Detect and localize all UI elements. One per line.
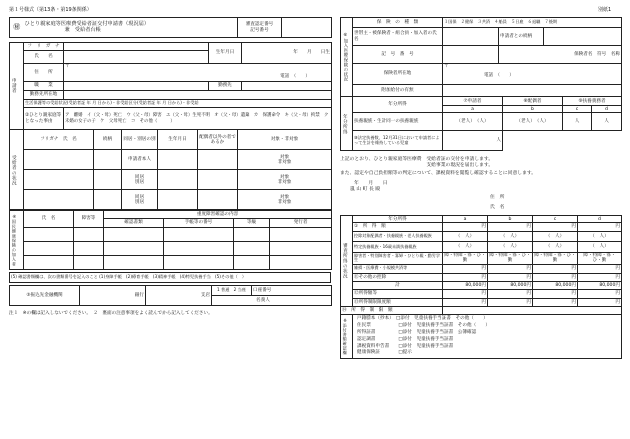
zip-mark: 〒 — [65, 64, 70, 69]
rev-subtotal: 計 — [353, 281, 443, 289]
attachment-tag: 別紙1 — [598, 7, 612, 13]
relation-field[interactable] — [544, 28, 622, 46]
kid-row-3-name[interactable] — [24, 190, 94, 210]
dep-a[interactable]: （老人） （人） — [443, 113, 503, 131]
col-grade: 等級 — [234, 218, 270, 227]
name-label: 氏 名 — [24, 51, 64, 64]
disability-header: 重度障害確認の内容 — [104, 210, 332, 218]
doc-item-5[interactable]: 課税資料申告書 □添付 児童扶養手当証書 — [357, 343, 454, 349]
section-applicant-label: 申請者 — [11, 78, 17, 94]
name-field[interactable] — [64, 51, 209, 64]
bank-label: ⑤振込先金融機関 — [10, 285, 80, 305]
bank-table — [9, 285, 332, 306]
docs-section-label: ※添付書類確認欄 — [342, 318, 348, 356]
dep-c[interactable]: 人 — [563, 113, 592, 131]
address-label: 住 所 — [24, 64, 64, 82]
doc-item-2[interactable]: 住民票 □添付 児童扶養手当証書 その他（ ） — [357, 323, 490, 329]
declaration-3: また、認定や自己負担額等の判定について、課税資料を閲覧し確認することに同意します。 — [340, 171, 537, 177]
rev-b: b — [488, 216, 533, 223]
rev-disabled: 障害者・特別障害者・寡婦・ひとり親・勤労学生 — [353, 252, 443, 265]
income-year-label: 年分所得 — [353, 97, 443, 113]
col-spouse2: ⑧配偶者 — [503, 97, 563, 106]
col-book-no: 手帳等の番号 — [164, 218, 234, 227]
col-kid-name: フリガナ 氏 名 — [24, 130, 94, 150]
phone-paren: （ ） — [293, 74, 310, 80]
kids-count[interactable]: 人 — [443, 131, 503, 151]
cohabit-2: 同居 — [134, 174, 145, 180]
address-field[interactable] — [64, 64, 332, 82]
col-ins-name: 氏 名 — [24, 210, 74, 227]
target-2: 対象 — [279, 174, 290, 180]
cohabit-3: 同居 — [134, 194, 145, 200]
reg-no-field[interactable] — [282, 18, 332, 38]
account-type[interactable]: 1 普通 2 当座 — [212, 285, 252, 295]
insurer-phone: 電話 — [484, 72, 494, 78]
insurer-address-field[interactable] — [443, 64, 622, 84]
sign-date[interactable]: 年 月 日 — [354, 180, 388, 186]
phone-label: 電話 — [280, 74, 290, 80]
rev-dependents: 控除対象配偶者・扶養親族・老人扶養親族 — [353, 231, 443, 241]
workplace-address-label: 勤務先所在地 — [24, 91, 64, 100]
sign-name[interactable]: 氏 名 — [490, 204, 505, 210]
income-section-label: 年分所得 — [342, 113, 348, 135]
col-d: d — [592, 106, 622, 113]
prev-cert-status: 生活保護等の受給状況(受給者証 年 月 日から)・非受給区分(受給者証 年 月 日から)・非受給 — [24, 100, 332, 108]
income-table — [340, 96, 622, 151]
col-issuer: 発行者 — [270, 218, 332, 227]
income-limit-total: ⑭ 所 得 制 限 額 — [341, 307, 443, 315]
sign-address[interactable]: 住 所 — [490, 194, 505, 200]
dep-b[interactable]: （老人） （人） — [503, 113, 563, 131]
review-section-label: 審査所得の状況 — [342, 243, 348, 279]
col-c: c — [563, 106, 592, 113]
attached-field[interactable] — [443, 84, 622, 96]
header-table — [9, 17, 332, 38]
non-target-1: 非対象 — [277, 159, 292, 165]
rev-a: a — [443, 216, 488, 223]
dependents-label: 扶養親族・生計同一の扶養親族 — [353, 113, 443, 131]
dob-field[interactable]: 年 月 日生 — [242, 43, 332, 64]
doc-confirm-note: (5) 確認書類欄は、次の書類番号を記入のこと (1)身障手帳 (2)療育手帳 (3)精神手帳 (4)特児扶養手当 (5)その他（ ） — [10, 272, 331, 282]
branch-field[interactable]: 支店 — [146, 285, 212, 305]
col-kid-dob: 生年月日 — [158, 130, 198, 150]
insurance-section-label: ④国民健康保険の加入者 — [11, 213, 17, 267]
occupation-label: 職 業 — [24, 82, 64, 91]
col-target: 対象・非対象 — [238, 130, 332, 150]
target-1: 対象 — [279, 154, 290, 160]
confidential-mark: ㊙ — [10, 18, 24, 38]
col-a: a — [443, 106, 503, 113]
addressee: 嵐 山 町 長 殿 — [350, 187, 381, 193]
insurer-label: 保険者名 符号 名称 — [499, 46, 622, 64]
rev-amount: ⑫所得額等 — [353, 290, 443, 298]
doc-item-3[interactable]: 所得証書 □添付 児童扶養手当証書 公簿確認 — [357, 330, 477, 336]
col-ins-disability: 障害等 — [74, 210, 104, 227]
ins-type-options[interactable]: １国保 ２健保 ３共済 ４船員 ５日雇 ６退職 ７後期 — [443, 18, 622, 28]
declaration-1: 上記のとおり、ひとり親家庭等医療費 受給者証の交付を申請します。 — [340, 157, 494, 163]
insurer-phone-paren: （ ） — [497, 72, 514, 78]
form-number: 第１号様式（第13条・第19条関係） — [9, 7, 92, 13]
furigana-label: フ リ ガ ナ — [24, 43, 64, 51]
reason-title: ②ひとり親家庭等となった事由 — [24, 108, 64, 130]
insurer-address-label: 保険者所在地 — [353, 64, 443, 84]
head-field[interactable] — [443, 28, 499, 46]
non-target-2: 非対象 — [277, 179, 292, 185]
doc-note-table — [9, 272, 331, 283]
children-count-label: ⑩法定扶養数、12月31日において申請者によって生計を維持している児童 — [353, 131, 443, 151]
applicant-table — [9, 42, 332, 130]
col-doc: 確認書類 — [104, 218, 164, 227]
target-3: 対象 — [279, 194, 290, 200]
ins-type-label: 保 険 の 種 類 — [353, 18, 443, 28]
bank-field[interactable]: 銀行 — [80, 285, 146, 305]
insurance-status-label: ⑥加入医療保険の状況 — [342, 32, 348, 82]
reg-no-label2: 記号番号 — [250, 27, 269, 33]
doc-item-6[interactable]: 健康保険証 □提示 — [357, 350, 412, 356]
reg-no-label: 審査認定番号 — [245, 22, 274, 28]
col-applicant: ⑦申請者 — [443, 97, 503, 106]
attached-label: 附加給付の有無 — [353, 84, 443, 96]
rev-income: ① 所 得 額 — [353, 223, 443, 231]
separate-3: 別居 — [134, 199, 145, 205]
kid-row-2-name[interactable] — [24, 170, 94, 190]
col-b: b — [503, 106, 563, 113]
rev-d: d — [578, 216, 622, 223]
left-form — [9, 17, 331, 417]
rev-year-label: 年分所得 — [353, 216, 443, 223]
col-supporter: ⑨扶養義務者 — [563, 97, 622, 106]
col-relation: 続柄 — [94, 130, 122, 150]
furigana-field[interactable] — [64, 43, 209, 51]
dojo-1: 申請者本人 — [128, 157, 151, 163]
signature-block — [340, 157, 621, 210]
workplace-field[interactable] — [242, 82, 332, 91]
relation-label: 申請者との続柄 — [499, 28, 544, 46]
head-label: 世帯主・被保険者・組合員・加入者の氏名 — [353, 28, 443, 46]
footer-note: 注１ ※の欄は記入しないでください。 ２ 裏面の注意事項をよく読んでから記入してください。 — [9, 310, 213, 316]
review-table: 審査所得の状況 年分所得 a b c d ① 所 得 額 円 円 円 円 控除対象配偶者・扶養親族・老人扶養親族 （ 人） （ 人） （ 人） （ 人） 特定扶養親族・16歳未満扶養親族 （ 人） （ 人） （ 人） （ 人） 障害者・特別障害者・寡婦・ひとり親・勤労学生 障・特障・寡・ひ・勤 障・特障・寡・ひ・勤 障・特障・寡・ひ・勤 障・特障・寡・ひ・勤 雑損・医療費・小規模共済等 円 円 円 円 ⑪その他の控除 円 円 円 円 計 80,000円 80,000円 80,000円 80,000円 ⑫所得額等 円 円 円 円 ⑬所得制限限度額 円 円 円 円 ⑭ 所 得 制 限 額 — [342, 216, 620, 313]
rev-other: ⑪その他の控除 — [353, 273, 443, 281]
form-subtitle: 兼 受給者台帳 — [64, 26, 101, 33]
non-target-3: 非対象 — [277, 199, 292, 205]
account-holder[interactable]: 名義人 — [212, 295, 332, 305]
docs-table — [340, 314, 622, 359]
dob-label: 生年月日 — [209, 43, 242, 64]
rev-special: 特定扶養親族・16歳未満扶養親族 — [353, 242, 443, 252]
symbol-field[interactable] — [443, 46, 499, 64]
declaration-2: 支給事業の現況を届出します。 — [340, 162, 494, 168]
children-table — [9, 129, 332, 210]
right-form — [340, 17, 621, 432]
rev-misc: 雑損・医療費・小規模共済等 — [353, 265, 443, 273]
col-cohabit: 同居・別居の別 — [122, 130, 158, 150]
form-title: ひとり親家庭等医療費受給者証交付申請書（現況届） — [24, 20, 150, 27]
workplace-address-field[interactable] — [64, 91, 332, 100]
rev-c: c — [533, 216, 578, 223]
disability-table — [9, 210, 332, 270]
workplace-label: 勤務先 — [209, 82, 242, 91]
dep-d[interactable]: 人 — [592, 113, 622, 131]
col-spouse: 配偶者以外の者であるか — [198, 130, 238, 150]
rev-limit: ⑬所得制限限度額 — [353, 298, 443, 306]
insurer-zip: 〒 — [444, 64, 449, 70]
occupation-field[interactable] — [64, 82, 209, 91]
symbol-label: 記 号 番 号 — [353, 46, 443, 64]
account-no[interactable]: 口座番号 — [252, 285, 332, 295]
reason-items[interactable]: ア 離婚 イ（父・母）死亡 ウ（父・母）障害 エ（父・母）生死不明 オ（父・母）遺棄 カ 保護命令 キ（父・母）拘禁 ク 未婚の女子の子 ケ 父母死亡 コ その他（ ） — [64, 108, 332, 130]
doc-item-1[interactable]: 戸籍謄本（抄本） □添付 児童扶養手当証書 その他（ ） — [357, 316, 488, 322]
children-status-label: 受給者の状況 — [11, 154, 17, 186]
kid-row-1-name[interactable] — [24, 150, 94, 170]
insurance-table — [340, 17, 622, 97]
separate-2: 別居 — [134, 179, 145, 185]
doc-item-4[interactable]: 認定調書 □添付 児童扶養手当証書 — [357, 336, 454, 342]
